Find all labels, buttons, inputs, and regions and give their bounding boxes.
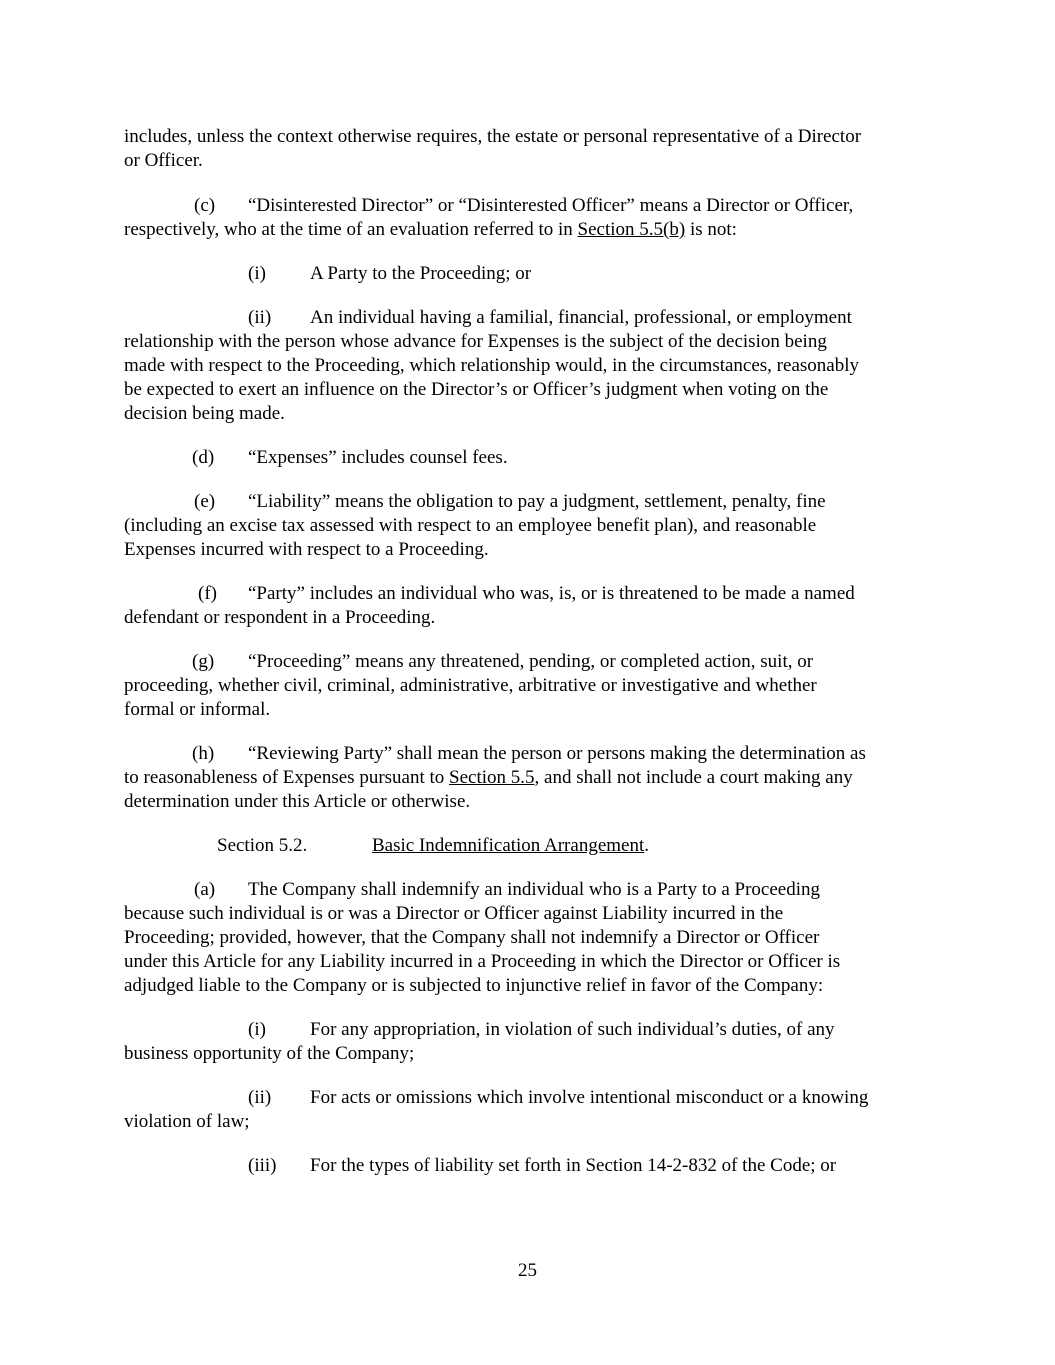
definition-d <box>124 446 934 470</box>
item-label: (c) <box>194 195 216 216</box>
page-number: 25 <box>518 1260 537 1281</box>
section-52-a-ii <box>124 1086 934 1134</box>
text-line: “Reviewing Party” shall mean the person or persons making the determination as <box>248 743 866 764</box>
item-label: (e) <box>194 491 216 512</box>
text-line: (including an excise tax assessed with respect to an employee benefit plan), and reasonable <box>124 515 817 536</box>
text-line: made with respect to the Proceeding, which relationship would, in the circumstances, reasonably <box>124 355 859 376</box>
definition-h <box>124 742 934 814</box>
text-line: “Disinterested Director” or “Disinterested Officer” means a Director or Officer, <box>248 195 854 216</box>
item-label: (i) <box>248 1019 266 1040</box>
text-line: “Expenses” includes counsel fees. <box>248 447 508 468</box>
text-line: decision being made. <box>124 403 285 424</box>
text-line: under this Article for any Liability incurred in a Proceeding in which the Director or Officer is <box>124 951 841 972</box>
definition-e <box>124 490 934 562</box>
text-line: is not: <box>685 219 737 240</box>
text-line: For any appropriation, in violation of such individual’s duties, of any <box>310 1019 835 1040</box>
definition-c-i <box>124 262 934 286</box>
section-52-a <box>124 878 934 998</box>
text-line: proceeding, whether civil, criminal, administrative, arbitrative or investigative and whether <box>124 675 817 696</box>
text-line: relationship with the person whose advance for Expenses is the subject of the decision being <box>124 331 827 352</box>
text-line: The Company shall indemnify an individual who is a Party to a Proceeding <box>248 879 821 900</box>
text-line: “Proceeding” means any threatened, pending, or completed action, suit, or <box>248 651 814 672</box>
text-line: defendant or respondent in a Proceeding. <box>124 607 436 628</box>
section-reference-link[interactable]: Section 5.5(b) <box>577 219 686 240</box>
item-label: (g) <box>192 651 215 672</box>
text-line: “Party” includes an individual who was, is, or is threatened to be made a named <box>248 583 855 604</box>
item-label: (ii) <box>248 307 272 328</box>
item-label: (ii) <box>248 1087 272 1108</box>
text-line: A Party to the Proceeding; or <box>310 263 532 284</box>
text-line: For the types of liability set forth in Section 14-2-832 of the Code; or <box>310 1155 837 1176</box>
text-line: violation of law; <box>124 1111 250 1132</box>
text-line: Expenses incurred with respect to a Proceeding. <box>124 539 489 560</box>
text-line: adjudged liable to the Company or is subjected to injunctive relief in favor of the Company: <box>124 975 824 996</box>
text-line: An individual having a familial, financial, professional, or employment <box>310 307 852 328</box>
section-52-a-i <box>124 1018 934 1066</box>
item-label: (h) <box>192 743 215 764</box>
item-label: (iii) <box>248 1155 277 1176</box>
text-line: be expected to exert an influence on the Director’s or Officer’s judgment when voting on the <box>124 379 829 400</box>
text-line: , and shall not include a court making any <box>534 767 853 788</box>
section-52-a-iii <box>124 1154 934 1178</box>
section-title: Basic Indemnification Arrangement <box>372 835 645 856</box>
text-line: Proceeding; provided, however, that the Company shall not indemnify a Director or Officer <box>124 927 820 948</box>
section-title-period: . <box>644 835 649 856</box>
section-reference-link[interactable]: Section 5.5 <box>449 767 535 788</box>
item-label: (i) <box>248 263 266 284</box>
text-line: For acts or omissions which involve intentional misconduct or a knowing <box>310 1087 869 1108</box>
text-line: because such individual is or was a Director or Officer against Liability incurred in the <box>124 903 784 924</box>
definition-f <box>124 582 934 630</box>
text-line: to reasonableness of Expenses pursuant to <box>124 767 450 788</box>
text-line: includes, unless the context otherwise requires, the estate or personal representative of a Director <box>124 126 862 147</box>
item-label: (a) <box>194 879 216 900</box>
section-number: Section 5.2. <box>217 835 308 856</box>
intro-paragraph <box>124 125 934 173</box>
section-heading <box>124 834 934 858</box>
item-label: (f) <box>198 583 217 604</box>
text-line: “Liability” means the obligation to pay a judgment, settlement, penalty, fine <box>248 491 826 512</box>
text-line: formal or informal. <box>124 699 271 720</box>
text-line: business opportunity of the Company; <box>124 1043 415 1064</box>
item-label: (d) <box>192 447 215 468</box>
definition-c-ii <box>124 306 934 426</box>
definition-c <box>124 194 934 242</box>
definition-g <box>124 650 934 722</box>
text-line: or Officer. <box>124 150 203 171</box>
text-line: respectively, who at the time of an evaluation referred to in <box>124 219 578 240</box>
text-line: determination under this Article or otherwise. <box>124 791 471 812</box>
